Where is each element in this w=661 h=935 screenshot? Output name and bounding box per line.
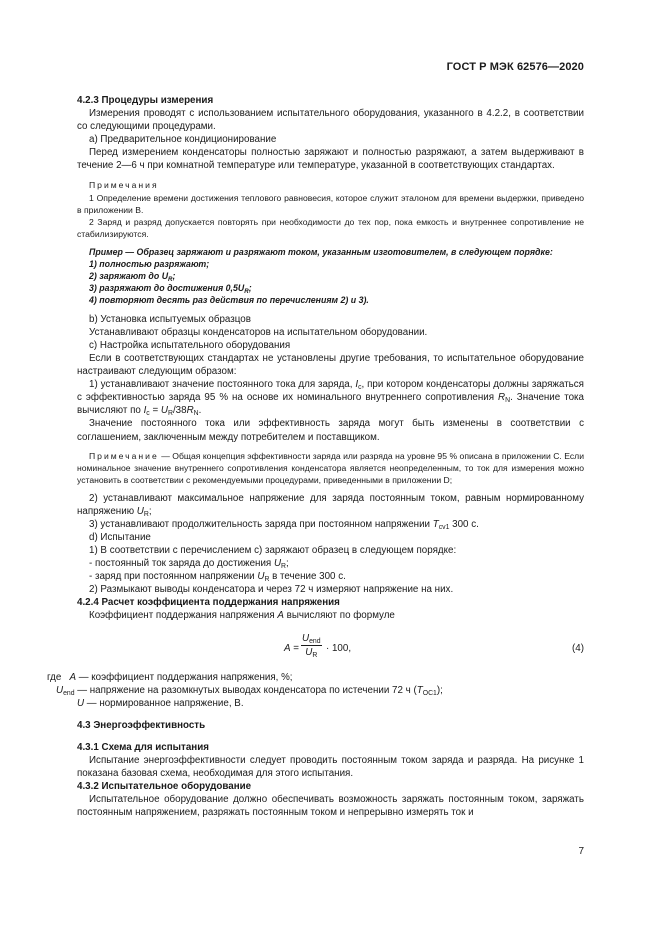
note-2: 2 Заряд и разряд допускается повторять при необходимости до тех пор, пока емкость и внутреннее сопротивление не стабилизируются. [77,216,584,239]
section-heading-4-2-4: 4.2.4 Расчет коэффициента поддержания напряжения [77,597,340,609]
section-heading-4-2-3: 4.2.3 Процедуры измерения [77,95,214,106]
formula-denominator: $U_R$ [305,646,318,659]
paragraph: 2) Размыкают выводы конденсатора и через 72 ч измеряют напряжение на них. [89,584,454,596]
notes-heading: Примечания [89,179,159,190]
list-item-title: b) Установка испытуемых образцов [89,313,251,325]
document-header: ГОСТ Р МЭК 62576—2020 [446,61,584,73]
definition-row: где A — коэффициент поддержания напряжения, %; [47,671,293,683]
paragraph: Коэффициент поддержания напряжения A вычисляют по формуле [89,610,395,622]
formula-number: (4) [572,642,584,654]
document-body [47,94,585,819]
paragraph: Испытательное оборудование должно обеспечивать возможность заряжать постоянным током, заряжать постоянным напряжением, разряжать постоянным током и непрерывно измерять ток и [77,794,584,819]
paragraph: 1) устанавливают значение постоянного тока для заряда, $I_c$, при котором конденсаторы должны заряжаться с эффективностью заряда 95 % на основе их номинального внутреннего сопротивления $R_N$. Значение тока вычисляют по $I_c = U_R/38R_N$. [77,379,584,418]
paragraph: 3) устанавливают продолжительность заряда при постоянном напряжении $T_{cv1}$ 300 с. [89,518,479,531]
example-step-4: 4) повторяют десять раз действия по перечислениям 2) и 3). [89,295,369,306]
formula-lhs: A = [284,642,299,654]
list-item: - постоянный ток заряда до достижения $U_R$; [89,558,289,571]
list-item: - заряд при постоянном напряжении $U_R$ в течение 300 с. [89,571,346,584]
formula-numerator: $U_{end}$ [302,632,321,645]
definition-row: $U_{end}$ — напряжение на разомкнутых выводах конденсатора по истечении 72 ч $(T_{OC1})$; [56,684,443,697]
example-step-2: 2) заряжают до $U_R$; [89,271,176,284]
paragraph: Устанавливают образцы конденсаторов на испытательном оборудовании. [89,326,428,338]
list-item-title: а) Предварительное кондиционирование [89,134,277,146]
formula-4 [77,629,584,669]
paragraph: Измерения проводят с использованием испытательного оборудования, указанного в 4.2.2, в соответствии со следующими процедурами. [77,108,584,133]
section-heading-4-3: 4.3 Энергоэффективность [77,719,206,731]
paragraph: Если в соответствующих стандартах не установлены другие требования, то испытательное оборудование настраивают следующим образом: [77,352,584,378]
paragraph: Перед измерением конденсаторы полностью заряжают и полностью разряжают, а затем выдерживают в течение 2—6 ч при комнатной температуре или температуре, указанной в соответствующих стандартах. [77,147,584,172]
paragraph: Испытание энергоэффективности следует проводить постоянным током заряда и разряда. На рисунке 1 показана базовая схема, необходимая для этого испытания. [77,755,584,780]
paragraph: 1) В соответствии с перечислением с) заряжают образец в следующем порядке: [89,544,457,556]
list-item-title: с) Настройка испытательного оборудования [89,339,291,351]
page-number: 7 [578,846,584,857]
paragraph: 2) устанавливают максимальное напряжение для заряда постоянным током, равным нормированному напряжению $U_R$; [77,492,584,518]
paragraph: Значение постоянного тока или эффективность заряда могут быть изменены в соответствии с соглашением, заключенным между потребителем и поставщиком. [77,418,584,443]
list-item-title: d) Испытание [89,531,151,543]
example-step-3: 3) разряжают до достижения $0,5U_R$; [89,283,252,296]
example-intro: Пример — Образец заряжают и разряжают током, указанным изготовителем, в следующем порядке: [89,246,553,257]
section-heading-4-3-1: 4.3.1 Схема для испытания [77,741,209,753]
note-3: Примечание — Общая концепция эффективности заряда или разряда на уровне 95 % описана в приложении С. Если номинальное значение внутреннего сопротивления конденсатора является неопределенным, то ток для измерения можно установить в соответствии с рекомендуемыми процедурами, приведенными в приложении D; [77,450,585,485]
definition-row: U — нормированное напряжение, В. [77,697,244,709]
note-1: 1 Определение времени достижения теплового равновесия, которое служит эталоном для времени выдержки, приведено в приложении В. [77,192,584,215]
section-heading-4-3-2: 4.3.2 Испытательное оборудование [77,781,252,793]
example-step-1: 1) полностью разряжают; [89,258,210,269]
formula-fraction [301,632,322,659]
formula-rest: · 100, [326,642,352,654]
